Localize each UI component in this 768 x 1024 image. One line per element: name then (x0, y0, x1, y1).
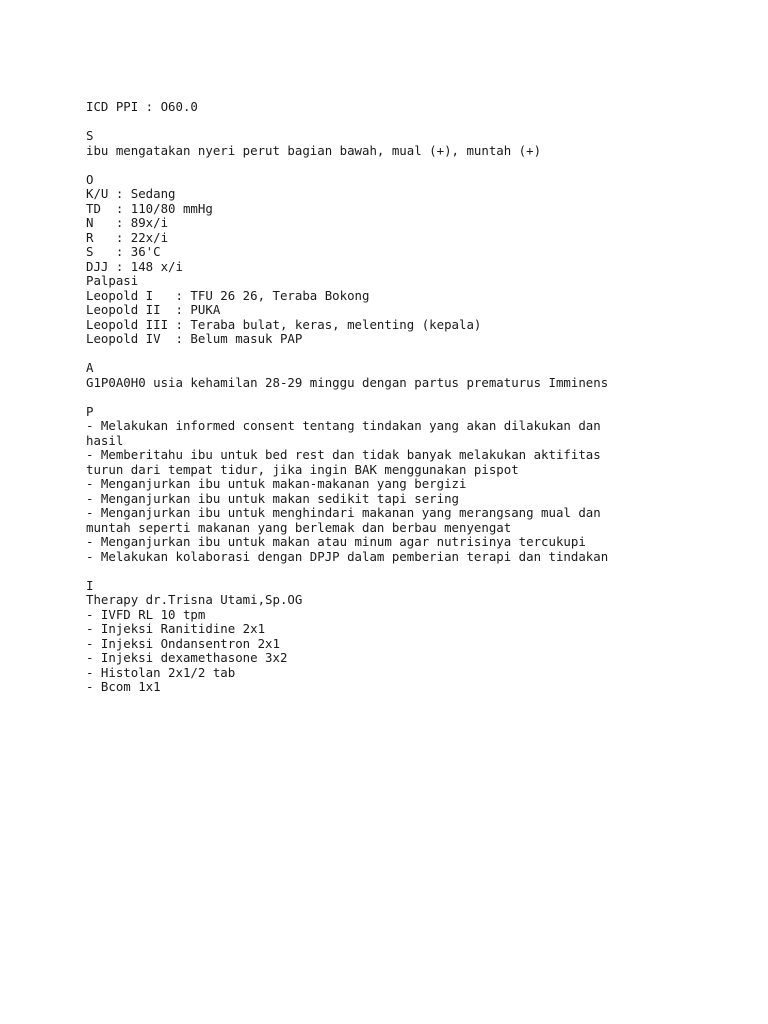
plan-line: - Melakukan informed consent tentang tindakan yang akan dilakukan dan (86, 418, 601, 433)
therapy-line: - Histolan 2x1/2 tab (86, 664, 236, 680)
objective-line: N : 89x/i (86, 215, 169, 230)
document-page (86, 100, 746, 695)
therapy-line: Therapy dr.Trisna Utami,Sp.OG (86, 592, 303, 607)
section-s-heading: S (86, 128, 94, 143)
objective-line: Leopold III : Teraba bulat, keras, melenting (kepala) (86, 316, 482, 332)
subjective-text: ibu mengatakan nyeri perut bagian bawah, mual (+), muntah (+) (86, 142, 542, 158)
objective-line: Leopold II : PUKA (86, 302, 221, 317)
section-o-heading: O (86, 171, 94, 187)
objective-line: S : 36'C (86, 244, 161, 259)
therapy-line: - Injeksi Ondansentron 2x1 (86, 635, 280, 651)
plan-line: turun dari tempat tidur, jika ingin BAK menggunakan pispot (86, 461, 519, 477)
spacer (86, 347, 746, 362)
therapy-line: - Injeksi dexamethasone 3x2 (86, 650, 288, 665)
plan-line: - Menganjurkan ibu untuk makan-makanan yang bergizi (86, 476, 467, 491)
section-i-heading: I (86, 577, 94, 593)
objective-line: K/U : Sedang (86, 186, 176, 201)
plan-line: - Menganjurkan ibu untuk menghindari makanan yang merangsang mual dan (86, 505, 601, 520)
plan-line: - Memberitahu ibu untuk bed rest dan tidak banyak melakukan aktifitas (86, 447, 601, 462)
plan-line: - Menganjurkan ibu untuk makan atau minum agar nutrisinya tercukupi (86, 534, 586, 549)
section-a-heading: A (86, 360, 94, 375)
icd-code: ICD PPI : O60.0 (86, 99, 198, 114)
objective-line: TD : 110/80 mmHg (86, 200, 213, 216)
spacer (86, 115, 746, 130)
objective-line: Leopold IV : Belum masuk PAP (86, 331, 303, 346)
plan-line: hasil (86, 432, 124, 448)
plan-line: - Melakukan kolaborasi dengan DPJP dalam pemberian terapi dan tindakan (86, 548, 609, 564)
objective-line: DJJ : 148 x/i (86, 258, 183, 274)
spacer (86, 158, 746, 173)
therapy-line: - Bcom 1x1 (86, 679, 161, 694)
spacer (86, 564, 746, 579)
objective-line: Palpasi (86, 273, 139, 288)
objective-line: R : 22x/i (86, 229, 169, 245)
plan-line: - Menganjurkan ibu untuk makan sedikit tapi sering (86, 490, 459, 506)
objective-line: Leopold I : TFU 26 26, Teraba Bokong (86, 287, 370, 303)
therapy-line: - Injeksi Ranitidine 2x1 (86, 621, 266, 636)
assessment-text: G1P0A0H0 usia kehamilan 28-29 minggu dengan partus prematurus Imminens (86, 374, 609, 390)
therapy-line: - IVFD RL 10 tpm (86, 606, 206, 622)
plan-line: muntah seperti makanan yang berlemak dan berbau menyengat (86, 519, 512, 535)
spacer (86, 390, 746, 405)
section-p-heading: P (86, 403, 94, 419)
